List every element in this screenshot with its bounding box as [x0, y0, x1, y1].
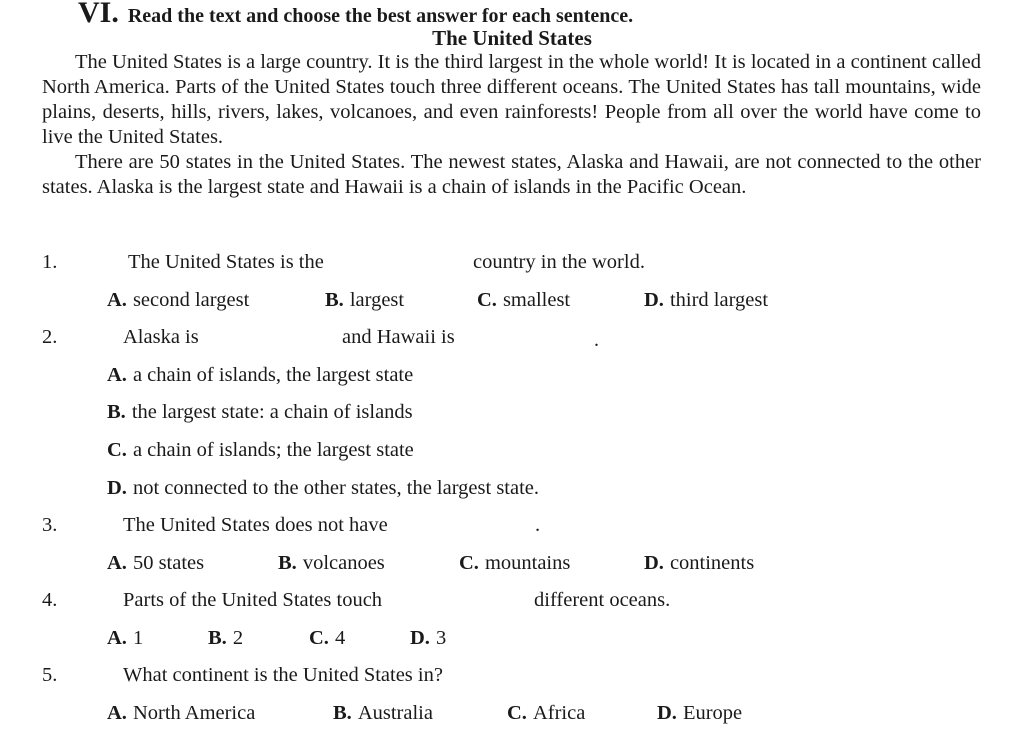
- answer-option[interactable]: C. a chain of islands; the largest state: [107, 439, 414, 461]
- answer-option[interactable]: B. Australia: [333, 702, 433, 724]
- answer-option[interactable]: C. 4: [309, 627, 346, 649]
- passage-title: The United States: [432, 26, 592, 50]
- question-number: 1.: [42, 251, 58, 273]
- question-stem: country in the world.: [473, 251, 645, 273]
- question-stem: .: [594, 329, 599, 351]
- section-instruction: Read the text and choose the best answer for each sentence.: [127, 5, 634, 27]
- question-stem: Alaska is: [123, 326, 199, 348]
- answer-option[interactable]: D. third largest: [644, 289, 769, 311]
- answer-option[interactable]: B. volcanoes: [278, 552, 385, 574]
- question-stem: The United States does not have: [123, 514, 388, 536]
- question-stem: Parts of the United States touch: [123, 589, 383, 611]
- question-number: 5.: [42, 664, 58, 686]
- question-stem: What continent is the United States in?: [123, 664, 443, 686]
- answer-option[interactable]: D. continents: [644, 552, 755, 574]
- passage-paragraph-2: There are 50 states in the United States. The newest states, Alaska and Hawaii, are not connected to the other states. Alaska is the largest state and Hawaii is a chain of islands in the Pacific Ocean.: [42, 151, 981, 198]
- answer-option[interactable]: C. mountains: [459, 552, 571, 574]
- question-number: 2.: [42, 326, 58, 348]
- answer-option[interactable]: A. North America: [107, 702, 256, 724]
- answer-option[interactable]: D. Europe: [657, 702, 743, 724]
- answer-option[interactable]: B. the largest state: a chain of islands: [107, 401, 413, 423]
- answer-option[interactable]: B. 2: [208, 627, 244, 649]
- section-number: VI.: [78, 0, 119, 29]
- answer-option[interactable]: C. Africa: [507, 702, 586, 724]
- question-number: 3.: [42, 514, 58, 536]
- answer-option[interactable]: A. second largest: [107, 289, 250, 311]
- question-stem: The United States is the: [128, 251, 324, 273]
- question-stem: .: [535, 514, 541, 536]
- answer-option[interactable]: D. 3: [410, 627, 447, 649]
- answer-option[interactable]: D. not connected to the other states, the largest state.: [107, 477, 540, 499]
- passage-paragraph-1: The United States is a large country. It is the third largest in the whole world! It is located in a continent called North America. Parts of the United States touch three different oceans. The United States has tall mountains, wide plains, deserts, hills, rivers, lakes, volcanoes, and even rainforests! People from all over the world have come to live the United States.: [42, 51, 981, 148]
- question-stem: and Hawaii is: [342, 326, 455, 348]
- answer-option[interactable]: A. 1: [107, 627, 144, 649]
- answer-option[interactable]: C. smallest: [477, 289, 571, 311]
- answer-option[interactable]: A. 50 states: [107, 552, 205, 574]
- question-number: 4.: [42, 589, 58, 611]
- answer-option[interactable]: A. a chain of islands, the largest state: [107, 364, 414, 386]
- question-stem: different oceans.: [534, 589, 671, 611]
- answer-option[interactable]: B. largest: [325, 289, 405, 311]
